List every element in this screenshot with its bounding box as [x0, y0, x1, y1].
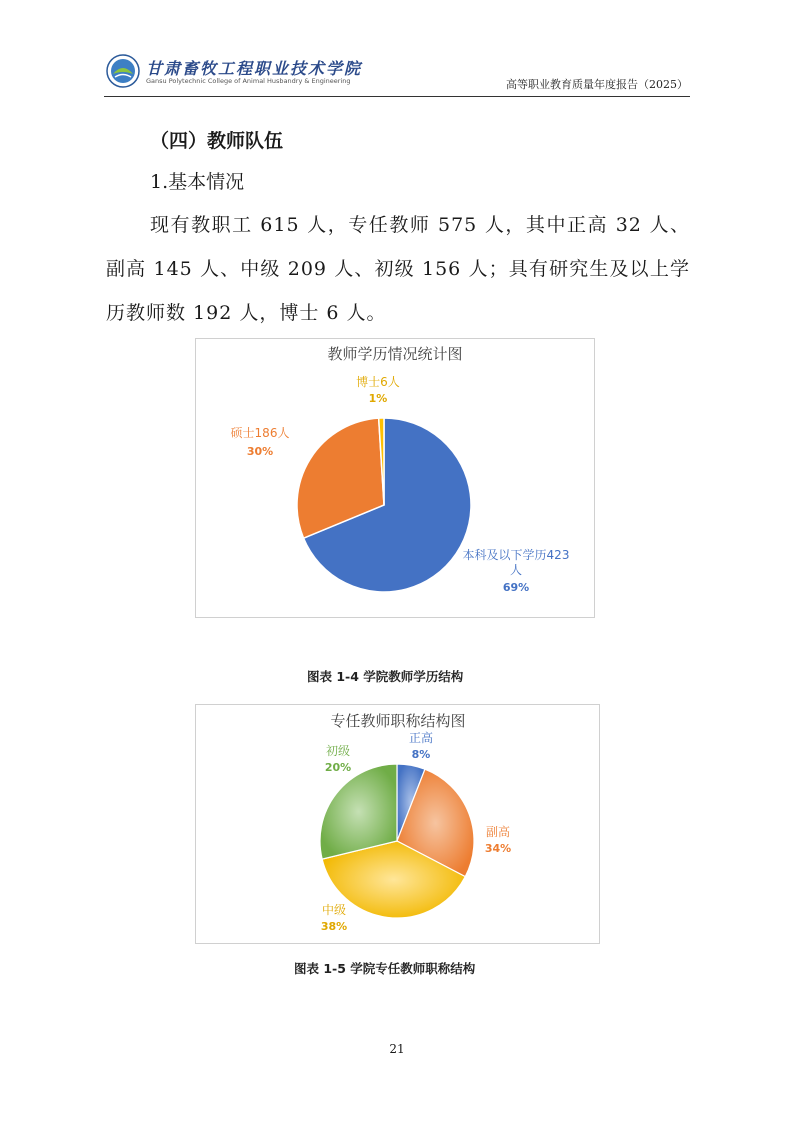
slice-label: 正高: [408, 731, 434, 745]
slice-percent: 34%: [484, 842, 512, 855]
slice-percent: 38%: [320, 920, 348, 933]
figure-caption-1-4: 图表 1-4 学院教师学历结构: [307, 669, 464, 684]
slice-label: 人: [509, 563, 523, 577]
slice-percent: 30%: [246, 445, 274, 458]
figure-caption-1-5: 图表 1-5 学院专任教师职称结构: [294, 961, 476, 976]
school-name-en: Gansu Polytechnic College of Animal Husbandry & Engineering: [146, 77, 351, 85]
slice-label: 初级: [325, 744, 351, 758]
education-pie-chart: [195, 338, 595, 618]
subsection-heading: 1.基本情况: [150, 171, 245, 193]
school-logo-icon: [106, 54, 140, 88]
slice-percent: 20%: [324, 761, 352, 774]
slice-label: 硕士186人: [230, 426, 290, 440]
slice-percent: 8%: [411, 748, 431, 761]
slice-percent: 69%: [502, 581, 530, 594]
school-name-cn: 甘肃畜牧工程职业技术学院: [146, 59, 363, 78]
slice-label: 中级: [321, 903, 347, 917]
title-structure-pie-svg: [196, 705, 599, 943]
education-pie-svg: [196, 339, 594, 617]
report-title: 高等职业教育质量年度报告（2025）: [506, 78, 688, 91]
paragraph-text: 现有教职工 615 人，专任教师 575 人，其中正高 32 人、副高 145 人、中级 209 人、初级 156 人；具有研究生及以上学历教师数 192 人，博士 6 人。: [106, 214, 690, 324]
body-paragraph: [106, 203, 690, 335]
slice-label: 本科及以下学历423: [462, 548, 570, 562]
slice-label: 副高: [485, 825, 511, 839]
page-number: 21: [389, 1042, 405, 1056]
page-header: [104, 50, 690, 97]
slice-label: 博士6人: [356, 375, 400, 389]
chart-title: 教师学历情况统计图: [327, 345, 463, 363]
section-heading: （四）教师队伍: [150, 130, 284, 152]
chart-title: 专任教师职称结构图: [330, 712, 466, 730]
title-structure-pie-chart: [195, 704, 600, 944]
slice-percent: 1%: [368, 392, 388, 405]
